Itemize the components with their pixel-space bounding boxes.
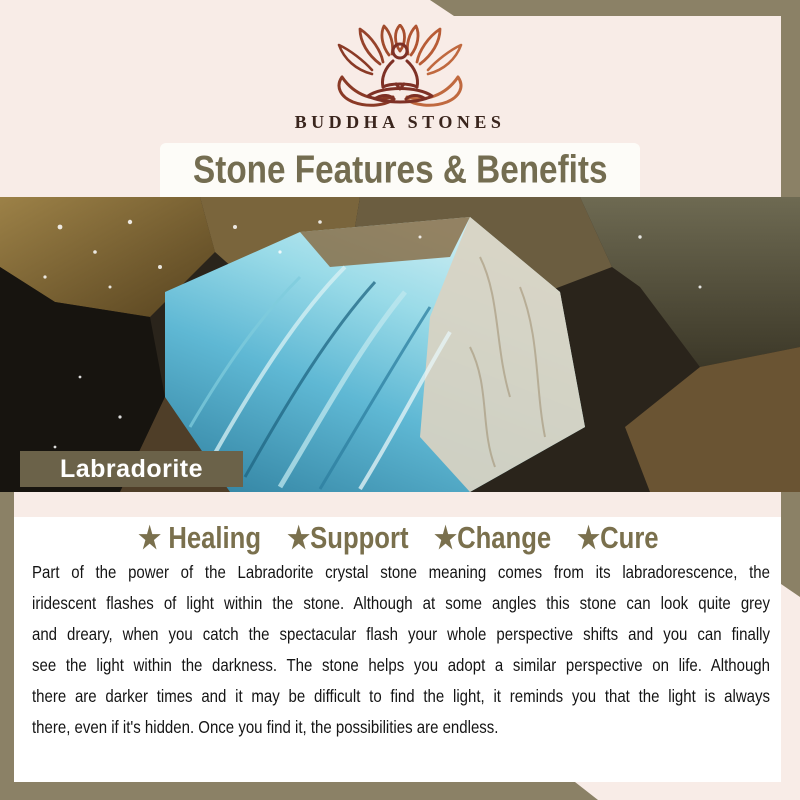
- stone-description: [32, 558, 770, 744]
- stones-illustration: [0, 197, 800, 492]
- benefit-item-support: ★Support: [286, 521, 409, 555]
- benefits-row: [14, 523, 781, 554]
- benefit-item-cure: ★Cure: [576, 521, 659, 555]
- description-line: and dreary, when you catch the spectacular flash your whole perspective shifts and you can finally: [32, 624, 770, 645]
- description-line: iridescent flashes of light within the stone. Although at some angles this stone can look quite grey: [32, 593, 770, 614]
- description-line: Part of the power of the Labradorite crystal stone meaning comes from its labradorescence, the: [32, 562, 770, 583]
- features-banner: [160, 143, 640, 197]
- olive-accent-top: [430, 0, 800, 16]
- banner-title: Stone Features & Benefits: [192, 147, 608, 191]
- benefits-panel: [14, 517, 781, 782]
- benefit-item-change: ★Change: [434, 521, 552, 555]
- lotus-meditation-icon: [330, 24, 470, 110]
- olive-accent-bottom: [0, 782, 598, 800]
- benefit-item-healing: ★ Healing: [137, 521, 261, 555]
- description-line: there, even if it's hidden. Once you find it, the possibilities are endless.: [32, 717, 499, 738]
- description-line: there are darker times and it may be difficult to find the light, it reminds you that the light is always: [32, 686, 770, 707]
- description-line: see the light within the darkness. The stone helps you adopt a similar perspective on life. Although: [32, 655, 770, 676]
- brand-name: BUDDHA STONES: [294, 112, 506, 132]
- stone-name-label: Labradorite: [20, 451, 243, 487]
- labradorite-photo: [0, 197, 800, 492]
